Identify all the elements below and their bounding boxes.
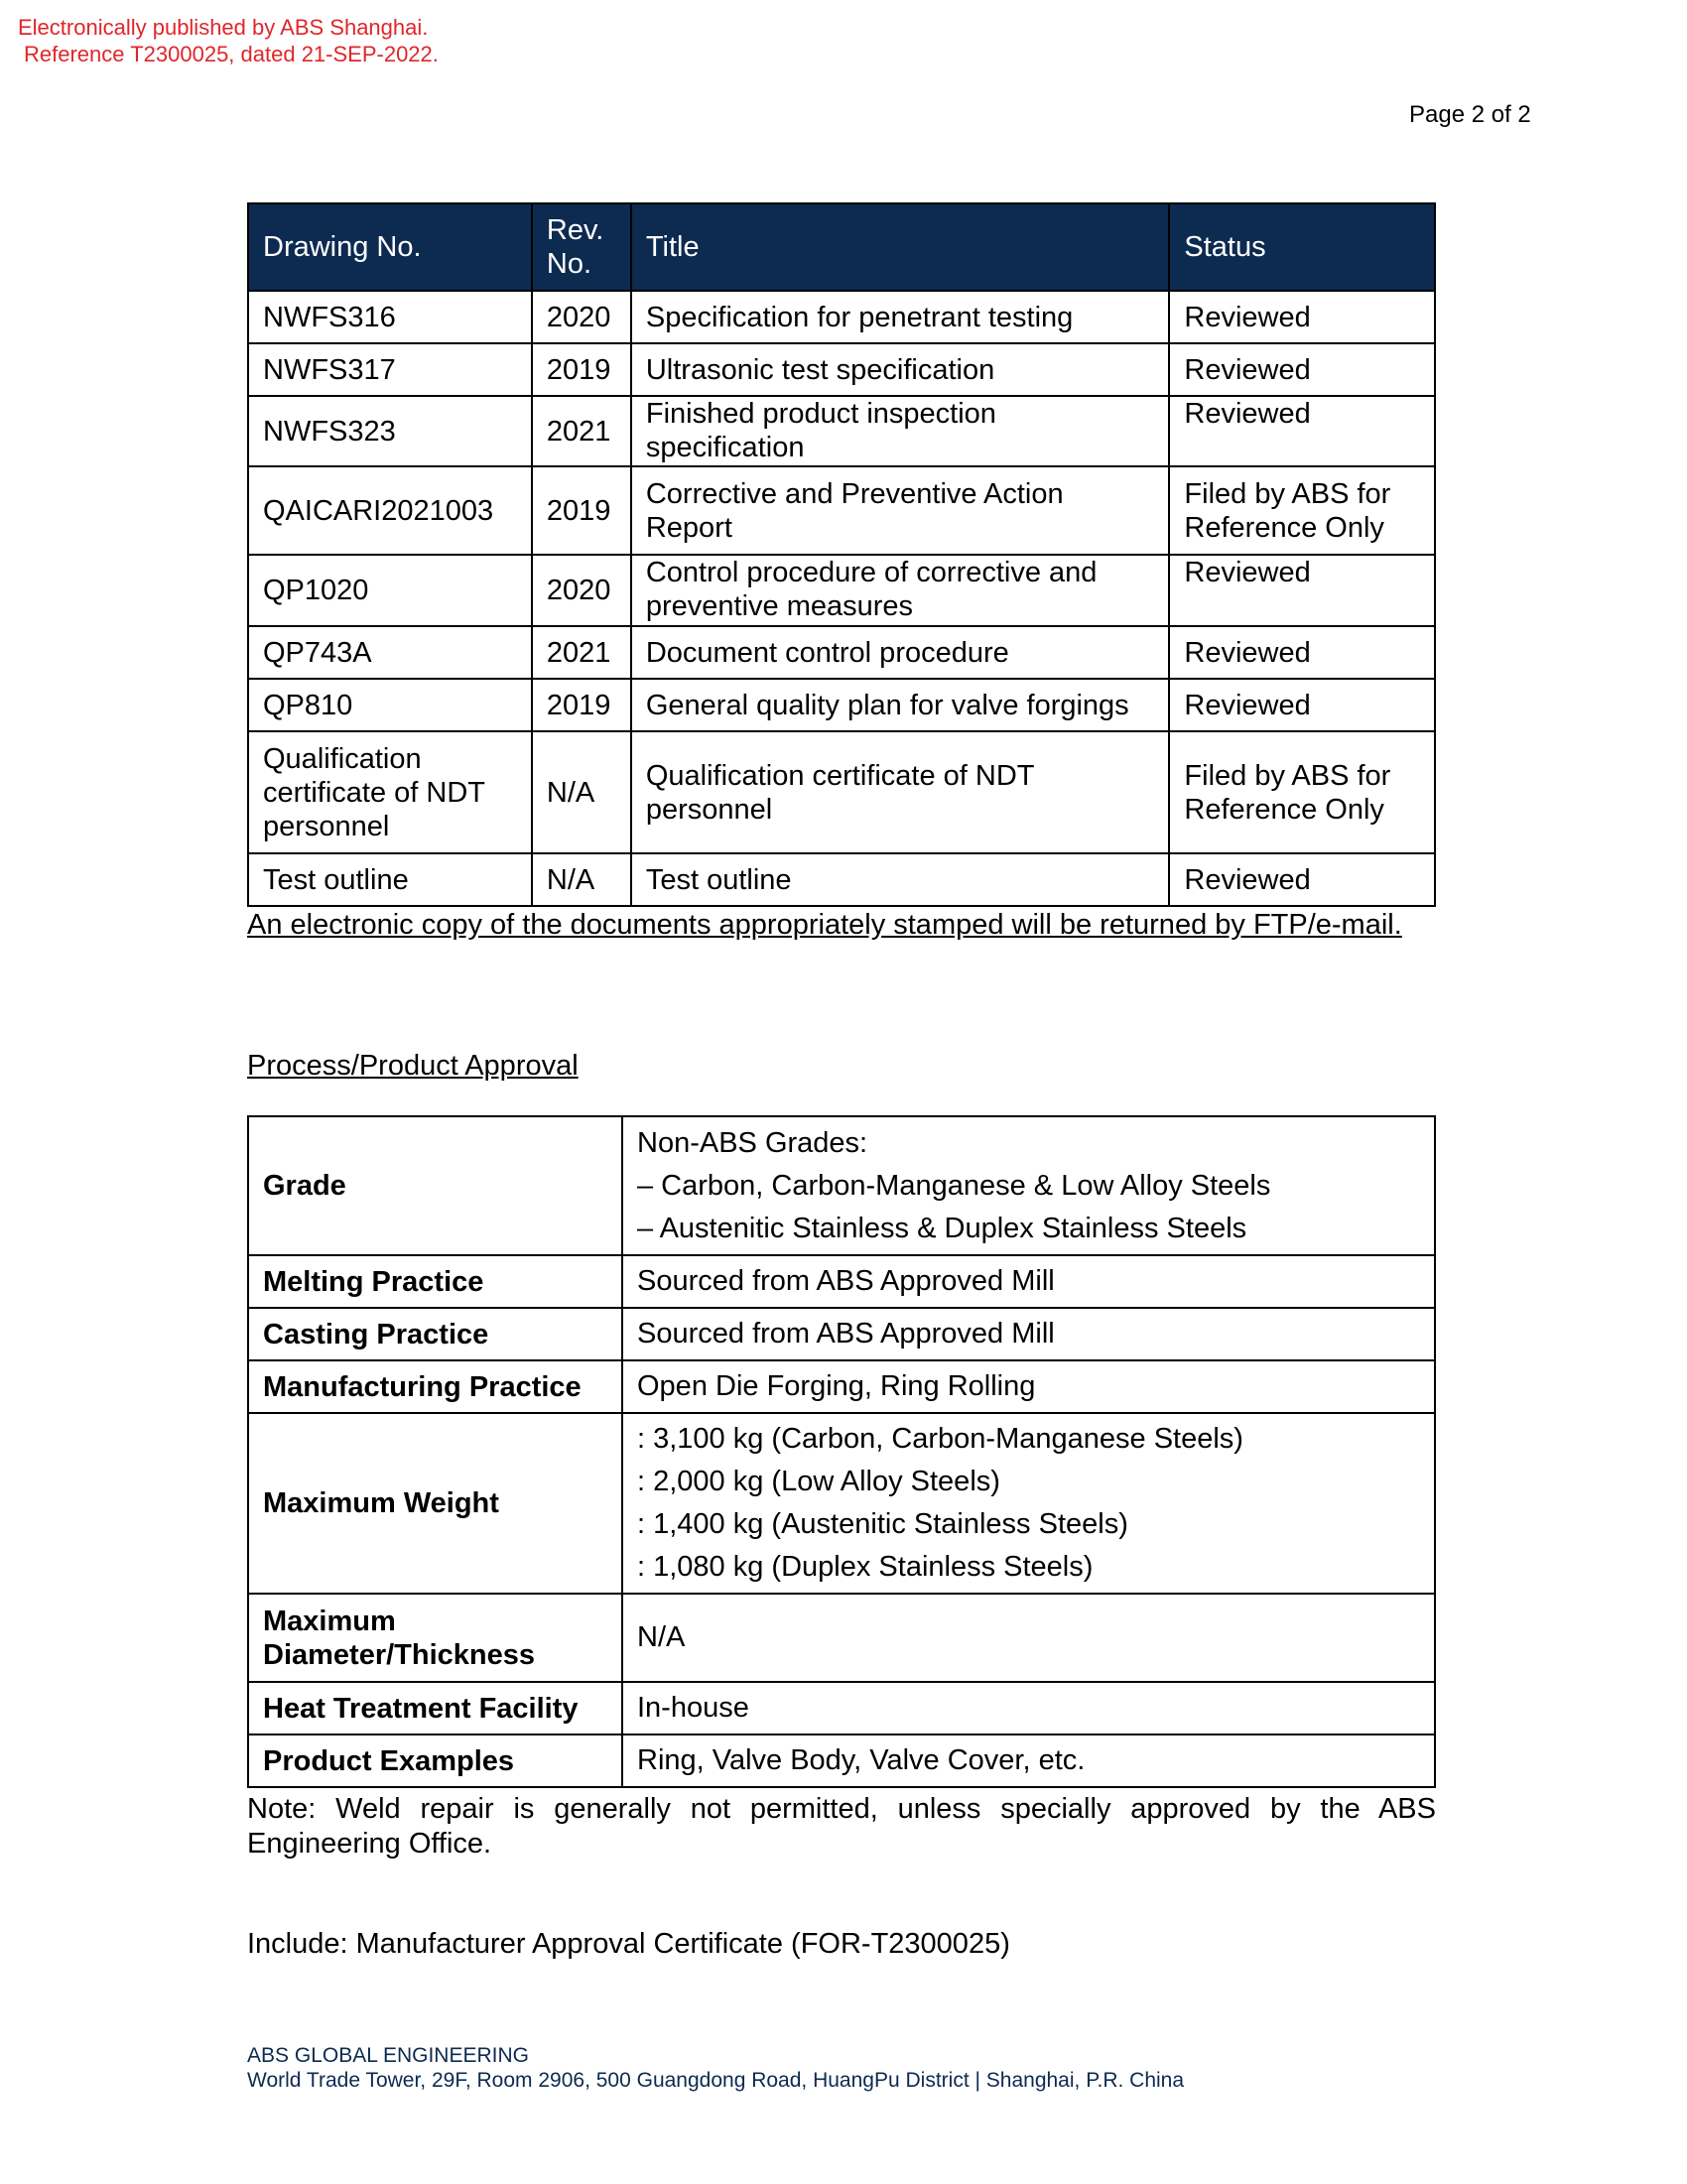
value-line: : 1,080 kg (Duplex Stainless Steels) — [637, 1551, 1094, 1583]
header-status: Status — [1169, 203, 1435, 291]
table-row — [248, 1255, 1435, 1308]
electronic-copy-note: An electronic copy of the documents appropriately stamped will be returned by FTP/e-mail. — [247, 909, 1402, 941]
rev-cell: N/A — [532, 731, 631, 853]
status-cell: Reviewed — [1169, 555, 1435, 626]
drawing-no-cell: NWFS316 — [248, 291, 532, 343]
table-row — [248, 853, 1435, 906]
approval-label: Heat Treatment Facility — [248, 1682, 622, 1734]
approval-label: Maximum Weight — [248, 1413, 622, 1594]
value-line: : 2,000 kg (Low Alloy Steels) — [637, 1466, 1000, 1497]
value-line: N/A — [637, 1621, 686, 1653]
stamp-line-2: Reference T2300025, dated 21-SEP-2022. — [24, 42, 439, 66]
drawing-no-cell: QP810 — [248, 679, 532, 731]
status-cell: Reviewed — [1169, 626, 1435, 679]
approval-value — [622, 1682, 1435, 1734]
approval-label: Manufacturing Practice — [248, 1360, 622, 1413]
approval-label: Casting Practice — [248, 1308, 622, 1360]
value-line: – Carbon, Carbon-Manganese & Low Alloy Steels — [637, 1169, 1271, 1202]
drawings-table-header — [248, 203, 1435, 291]
table-row — [248, 555, 1435, 626]
table-row — [248, 1594, 1435, 1682]
status-cell: Reviewed — [1169, 291, 1435, 343]
table-row — [248, 1308, 1435, 1360]
rev-cell: 2020 — [532, 555, 631, 626]
rev-cell: 2019 — [532, 343, 631, 396]
table-row — [248, 1413, 1435, 1594]
rev-cell: 2021 — [532, 396, 631, 466]
approval-value — [622, 1594, 1435, 1682]
drawing-no-cell: Test outline — [248, 853, 532, 906]
approval-label: Product Examples — [248, 1734, 622, 1787]
value-line: In-house — [637, 1692, 749, 1724]
header-drawing-no: Drawing No. — [248, 203, 532, 291]
rev-cell: 2021 — [532, 626, 631, 679]
table-row — [248, 1682, 1435, 1734]
drawings-table — [247, 202, 1436, 907]
value-line: : 3,100 kg (Carbon, Carbon-Manganese Steels) — [637, 1423, 1243, 1455]
title-cell: Ultrasonic test specification — [631, 343, 1170, 396]
publication-stamp — [18, 14, 439, 67]
page-number: Page 2 of 2 — [1409, 101, 1531, 128]
weld-repair-note: Note: Weld repair is generally not permitted, unless specially approved by the ABS Engineering Office. — [247, 1793, 1436, 1860]
drawing-no-cell: QP1020 — [248, 555, 532, 626]
header-title: Title — [631, 203, 1170, 291]
title-cell: Specification for penetrant testing — [631, 291, 1170, 343]
value-line: : 1,400 kg (Austenitic Stainless Steels) — [637, 1508, 1128, 1540]
table-row — [248, 466, 1435, 555]
value-line: Sourced from ABS Approved Mill — [637, 1318, 1055, 1349]
approval-label: Maximum Diameter/Thickness — [248, 1594, 622, 1682]
value-line: Ring, Valve Body, Valve Cover, etc. — [637, 1744, 1086, 1776]
value-line: – Austenitic Stainless & Duplex Stainless Steels — [637, 1212, 1247, 1244]
table-row — [248, 1360, 1435, 1413]
value-line: Non-ABS Grades: — [637, 1126, 868, 1159]
include-line: Include: Manufacturer Approval Certificate (FOR-T2300025) — [247, 1928, 1010, 1960]
title-cell: Test outline — [631, 853, 1170, 906]
status-cell: Filed by ABS for Reference Only — [1169, 466, 1435, 555]
approval-value — [622, 1308, 1435, 1360]
approval-value — [622, 1413, 1435, 1594]
rev-cell: N/A — [532, 853, 631, 906]
title-cell: Document control procedure — [631, 626, 1170, 679]
status-cell: Filed by ABS for Reference Only — [1169, 731, 1435, 853]
table-row — [248, 1734, 1435, 1787]
rev-cell: 2019 — [532, 466, 631, 555]
table-row — [248, 731, 1435, 853]
value-line: Open Die Forging, Ring Rolling — [637, 1370, 1036, 1402]
drawing-no-cell: QP743A — [248, 626, 532, 679]
drawing-no-cell: Qualification certificate of NDT personnel — [248, 731, 532, 853]
approval-value — [622, 1360, 1435, 1413]
drawing-no-cell: NWFS317 — [248, 343, 532, 396]
approval-label: Grade — [248, 1116, 622, 1255]
table-row — [248, 1116, 1435, 1255]
rev-cell: 2020 — [532, 291, 631, 343]
drawing-no-cell: NWFS323 — [248, 396, 532, 466]
status-cell: Reviewed — [1169, 853, 1435, 906]
status-cell: Reviewed — [1169, 679, 1435, 731]
approval-value — [622, 1734, 1435, 1787]
approval-value — [622, 1116, 1435, 1255]
title-cell: Corrective and Preventive Action Report — [631, 466, 1170, 555]
footer — [247, 2043, 1184, 2093]
title-cell: Qualification certificate of NDT personnel — [631, 731, 1170, 853]
status-cell: Reviewed — [1169, 396, 1435, 466]
footer-org: ABS GLOBAL ENGINEERING — [247, 2044, 529, 2067]
approval-table — [247, 1115, 1436, 1788]
table-row — [248, 291, 1435, 343]
approval-value — [622, 1255, 1435, 1308]
title-cell: General quality plan for valve forgings — [631, 679, 1170, 731]
title-cell: Finished product inspection specification — [631, 396, 1170, 466]
rev-cell: 2019 — [532, 679, 631, 731]
table-row — [248, 679, 1435, 731]
section-heading: Process/Product Approval — [247, 1050, 579, 1082]
status-cell: Reviewed — [1169, 343, 1435, 396]
approval-label: Melting Practice — [248, 1255, 622, 1308]
title-cell: Control procedure of corrective and preventive measures — [631, 555, 1170, 626]
table-row — [248, 626, 1435, 679]
header-rev-no: Rev. No. — [532, 203, 631, 291]
table-row — [248, 396, 1435, 466]
table-row — [248, 343, 1435, 396]
drawing-no-cell: QAICARI2021003 — [248, 466, 532, 555]
footer-address: World Trade Tower, 29F, Room 2906, 500 Guangdong Road, HuangPu District | Shanghai, P.R. China — [247, 2069, 1185, 2092]
value-line: Sourced from ABS Approved Mill — [637, 1265, 1055, 1297]
stamp-line-1: Electronically published by ABS Shanghai. — [18, 15, 429, 40]
